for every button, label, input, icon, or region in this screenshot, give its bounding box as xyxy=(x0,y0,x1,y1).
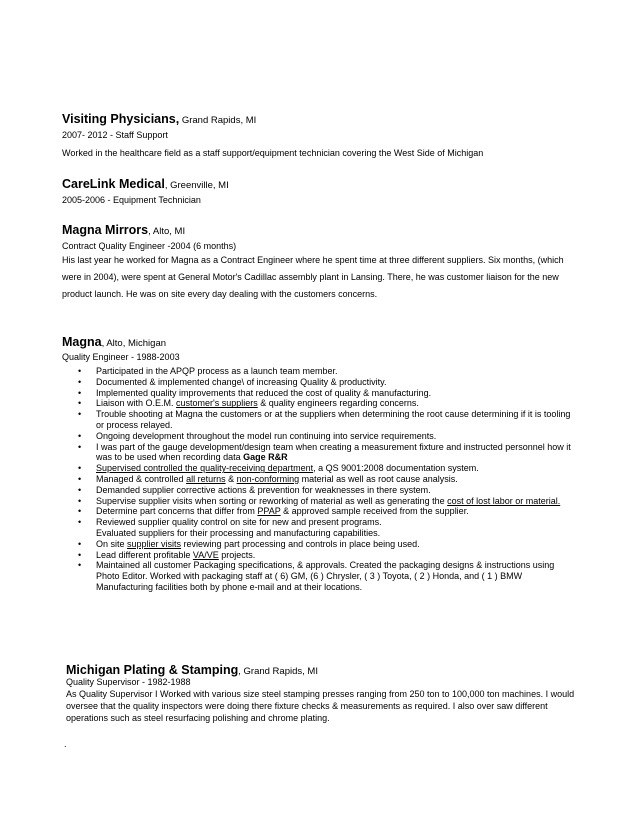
list-item: • Supervise supplier visits when sorting or reworking of material as well as generating the cost of lost labor or material. xyxy=(78,496,578,507)
org-name: Magna xyxy=(62,335,102,349)
section-heading-magna xyxy=(62,333,166,351)
list-item: Evaluated suppliers for their processing and manufacturing capabilities. xyxy=(96,527,381,538)
job-dates: 2007- 2012 - Staff Support xyxy=(62,130,168,140)
job-title: Quality Engineer - 1988-2003 xyxy=(62,352,180,362)
section-heading-carelink xyxy=(62,175,229,193)
org-location: , Alto, MI xyxy=(148,226,186,237)
org-location: Grand Rapids, MI xyxy=(179,115,257,126)
list-item: • Supervised controlled the quality-receiving department, a QS 9001:2008 documentation system. xyxy=(78,463,578,474)
list-item: • Determine part concerns that differ from PPAP & approved sample received from the supplier. xyxy=(78,506,578,517)
list-item: • Ongoing development throughout the model run continuing into service requirements. xyxy=(78,431,578,442)
list-item: • On site supplier visits reviewing part processing and controls in place being used. xyxy=(78,539,578,550)
list-item: • Lead different profitable VA/VE projects. xyxy=(78,550,578,561)
org-location: , Grand Rapids, MI xyxy=(238,666,318,677)
org-name: Magna Mirrors xyxy=(62,223,149,237)
list-item: • Maintained all customer Packaging specifications, & approvals. Created the packaging designs & instructions using Photo Editor. Worked with packaging staff at ( 6) GM, (6 ) Chrysler, ( 3 ) Toyota, ( 2 ) Honda, and ( 1 ) BMW Manufacturing facilities both by phone e-mail and at their locations. xyxy=(78,560,578,592)
list-item: • Documented & implemented change\ of increasing Quality & productivity. xyxy=(78,377,578,388)
job-title: Quality Supervisor - 1982-1988 xyxy=(66,677,191,687)
list-item: • Trouble shooting at Magna the customers or at the suppliers when determining the root cause determining if it is tooling or process relayed. xyxy=(78,409,578,431)
org-name: Michigan Plating & Stamping xyxy=(66,663,239,677)
org-location: , Alto, Michigan xyxy=(101,338,167,349)
list-item: • Participated in the APQP process as a launch team member. xyxy=(78,366,578,377)
job-dates: 2005-2006 - Equipment Technician xyxy=(62,195,201,205)
list-item: • Implemented quality improvements that reduced the cost of quality & manufacturing. xyxy=(78,388,578,399)
section-heading-visiting-physicians xyxy=(62,110,256,128)
list-item: • Reviewed supplier quality control on site for new and present programs. xyxy=(78,517,578,528)
job-description: His last year he worked for Magna as a Contract Engineer where he spent time at three different suppliers. Six months, (which were in 2004), were spent at General Motor's Cadillac assembly plant in Lansing. There, he was customer liaison for the new product launch. He was on site every day dealing with the customers concerns. xyxy=(62,255,564,299)
org-name: CareLink Medical xyxy=(62,177,165,191)
org-name: Visiting Physicians, xyxy=(62,112,180,126)
list-item: • Managed & controlled all returns & non-conforming material as well as root cause analysis. xyxy=(78,474,578,485)
job-description: Worked in the healthcare field as a staff support/equipment technician covering the West Side of Michigan xyxy=(62,148,484,158)
list-item: • I was part of the gauge development/design team when creating a measurement fixture and instructed personnel how it was to be used when recording data Gage R&R xyxy=(78,442,578,464)
job-title: Contract Quality Engineer -2004 (6 months) xyxy=(62,241,237,251)
list-item: • Demanded supplier corrective actions & prevention for weaknesses in there system. xyxy=(78,485,578,496)
trailing-mark: . xyxy=(64,739,67,749)
section-heading-magna-mirrors xyxy=(62,221,185,239)
org-location: , Greenville, MI xyxy=(164,180,229,191)
job-description: As Quality Supervisor I Worked with various size steel stamping presses ranging from 250 ton to 100,000 ton machines. I would oversee that the quality inspectors were doing there fixture checks & measurements as required. I also over saw different operations such as steel resurfacing polishing and chrome plating. xyxy=(66,689,575,723)
list-item: • Liaison with O.E.M. customer's suppliers & quality engineers regarding concerns. xyxy=(78,398,578,409)
responsibility-list xyxy=(78,366,578,593)
